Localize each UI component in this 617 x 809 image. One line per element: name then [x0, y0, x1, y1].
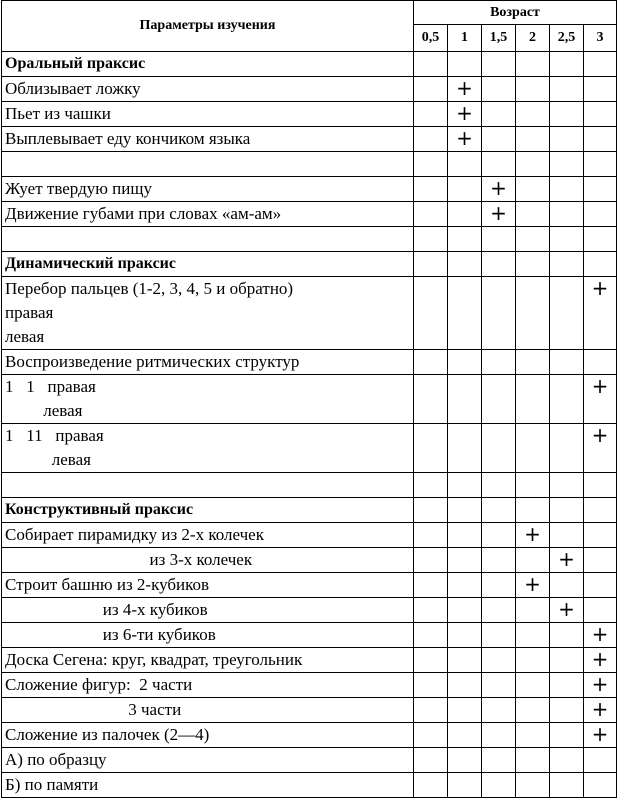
age-mark-cell — [516, 77, 550, 102]
age-mark-cell: + — [584, 424, 617, 473]
age-mark-cell — [516, 598, 550, 623]
age-mark-cell — [584, 573, 617, 598]
parameter-text: Собирает пирамидку из 2-х колечек — [5, 525, 264, 544]
age-mark-cell — [550, 523, 584, 548]
age-mark-cell — [516, 375, 550, 424]
parameter-cell — [2, 773, 414, 798]
age-mark-cell — [482, 748, 516, 773]
table-row — [2, 375, 617, 424]
age-mark-cell — [448, 573, 482, 598]
age-mark-cell — [414, 202, 448, 227]
age-mark-cell — [414, 252, 448, 277]
age-mark-cell — [482, 277, 516, 350]
age-mark-cell: + — [584, 648, 617, 673]
parameter-cell — [2, 424, 414, 473]
age-mark-cell — [448, 773, 482, 798]
age-mark-cell — [414, 227, 448, 252]
age-mark-cell: + — [584, 698, 617, 723]
age-mark-cell — [516, 202, 550, 227]
age-mark-cell — [448, 598, 482, 623]
age-mark-cell — [550, 623, 584, 648]
age-mark-cell — [482, 77, 516, 102]
table-row — [2, 424, 617, 473]
parameter-text: из 6-ти кубиков — [5, 625, 216, 644]
age-mark-cell — [516, 748, 550, 773]
age-mark-cell — [482, 673, 516, 698]
age-mark-cell — [414, 127, 448, 152]
parameter-text: Жует твердую пищу — [5, 179, 152, 198]
age-mark-cell — [584, 152, 617, 177]
age-mark-cell — [550, 723, 584, 748]
age-mark-cell — [584, 127, 617, 152]
age-mark-cell: + — [584, 623, 617, 648]
parameter-cell — [2, 573, 414, 598]
age-mark-cell — [482, 698, 516, 723]
age-mark-cell — [414, 648, 448, 673]
age-mark-cell: + — [448, 102, 482, 127]
section-title: Оральный праксис — [5, 55, 146, 72]
age-mark-cell — [414, 698, 448, 723]
age-header: Возраст — [414, 1, 617, 25]
table-row — [2, 350, 617, 375]
age-mark-cell — [448, 424, 482, 473]
age-mark-cell — [448, 498, 482, 523]
age-mark-cell — [482, 252, 516, 277]
age-mark-cell — [516, 648, 550, 673]
age-mark-cell — [550, 698, 584, 723]
age-mark-cell — [414, 52, 448, 77]
parameter-cell — [2, 723, 414, 748]
age-mark-cell — [414, 523, 448, 548]
age-mark-cell — [516, 227, 550, 252]
age-mark-cell — [448, 648, 482, 673]
age-mark-cell — [516, 102, 550, 127]
age-mark-cell: + — [584, 277, 617, 350]
table-row — [2, 573, 617, 598]
age-mark-cell — [550, 375, 584, 424]
parameter-cell — [2, 277, 414, 350]
age-mark-cell — [550, 473, 584, 498]
age-mark-cell — [516, 623, 550, 648]
age-mark-cell — [414, 152, 448, 177]
age-mark-cell — [584, 350, 617, 375]
parameter-text: из 4-х кубиков — [5, 600, 208, 619]
parameter-text: Перебор пальцев (1-2, 3, 4, 5 и обратно) — [5, 279, 294, 298]
parameter-cell — [2, 202, 414, 227]
age-mark-cell — [414, 375, 448, 424]
age-mark-cell: + — [550, 548, 584, 573]
age-col-0: 0,5 — [414, 25, 448, 52]
age-mark-cell — [448, 375, 482, 424]
parameter-cell — [2, 548, 414, 573]
age-mark-cell — [516, 350, 550, 375]
table-row — [2, 152, 617, 177]
age-mark-cell — [414, 723, 448, 748]
table-body — [2, 52, 617, 798]
age-mark-cell — [550, 773, 584, 798]
age-mark-cell — [448, 473, 482, 498]
age-mark-cell — [482, 723, 516, 748]
age-mark-cell — [550, 202, 584, 227]
table-row — [2, 102, 617, 127]
parameter-cell — [2, 598, 414, 623]
age-mark-cell — [482, 498, 516, 523]
section-row — [2, 498, 617, 523]
age-mark-cell — [550, 177, 584, 202]
age-mark-cell — [584, 202, 617, 227]
age-mark-cell — [584, 252, 617, 277]
age-mark-cell — [414, 623, 448, 648]
age-mark-cell — [414, 773, 448, 798]
praxis-table — [1, 0, 617, 798]
age-mark-cell — [584, 598, 617, 623]
age-mark-cell — [516, 473, 550, 498]
parameter-cell — [2, 623, 414, 648]
section-title: Конструктивный праксис — [5, 501, 194, 518]
age-mark-cell — [482, 350, 516, 375]
table-row — [2, 623, 617, 648]
age-mark-cell — [584, 77, 617, 102]
age-mark-cell — [550, 573, 584, 598]
table-row — [2, 227, 617, 252]
age-mark-cell — [414, 350, 448, 375]
age-mark-cell — [482, 473, 516, 498]
age-mark-cell — [550, 127, 584, 152]
parameter-cell — [2, 498, 414, 523]
age-mark-cell: + — [482, 202, 516, 227]
table-row — [2, 773, 617, 798]
age-mark-cell — [482, 573, 516, 598]
parameter-cell — [2, 102, 414, 127]
parameter-cell — [2, 375, 414, 424]
age-mark-cell: + — [550, 598, 584, 623]
section-title: Динамический праксис — [5, 255, 176, 272]
table-row — [2, 473, 617, 498]
age-mark-cell — [550, 673, 584, 698]
age-mark-cell — [414, 498, 448, 523]
parameter-cell — [2, 648, 414, 673]
parameter-text: Строит башню из 2-кубиков — [5, 575, 210, 594]
age-mark-cell — [414, 473, 448, 498]
parameter-cell — [2, 52, 414, 77]
parameter-text: Сложение из палочек (2—4) — [5, 725, 210, 744]
age-mark-cell — [448, 177, 482, 202]
parameter-text: Доска Сегена: круг, квадрат, треугольник — [5, 650, 303, 669]
table-row — [2, 77, 617, 102]
parameter-cell — [2, 77, 414, 102]
age-mark-cell: + — [584, 723, 617, 748]
age-mark-cell: + — [584, 673, 617, 698]
age-col-5: 3 — [584, 25, 617, 52]
age-mark-cell — [482, 227, 516, 252]
parameter-text: Движение губами при словах «ам-ам» — [5, 204, 282, 223]
age-mark-cell — [414, 573, 448, 598]
age-col-3: 2 — [516, 25, 550, 52]
age-mark-cell — [448, 227, 482, 252]
age-mark-cell — [482, 152, 516, 177]
age-mark-cell — [448, 202, 482, 227]
age-mark-cell — [516, 277, 550, 350]
age-mark-cell — [414, 673, 448, 698]
age-mark-cell — [448, 748, 482, 773]
age-mark-cell — [482, 523, 516, 548]
age-col-2: 1,5 — [482, 25, 516, 52]
age-mark-cell: + — [516, 523, 550, 548]
age-mark-cell — [516, 52, 550, 77]
age-mark-cell — [550, 52, 584, 77]
age-mark-cell: + — [448, 127, 482, 152]
table-row — [2, 177, 617, 202]
age-mark-cell — [584, 548, 617, 573]
age-mark-cell: + — [482, 177, 516, 202]
parameter-text: 3 части — [5, 700, 182, 719]
age-mark-cell — [448, 723, 482, 748]
age-mark-cell — [550, 77, 584, 102]
age-mark-cell — [584, 473, 617, 498]
parameter-text: Выплевывает еду кончиком языка — [5, 129, 251, 148]
age-mark-cell — [550, 648, 584, 673]
age-mark-cell — [584, 52, 617, 77]
age-mark-cell — [448, 350, 482, 375]
age-mark-cell — [584, 102, 617, 127]
age-mark-cell — [516, 773, 550, 798]
parameter-cell — [2, 673, 414, 698]
age-mark-cell — [550, 227, 584, 252]
parameter-text: левая — [5, 327, 45, 346]
parameter-cell — [2, 350, 414, 375]
age-mark-cell — [482, 623, 516, 648]
parameter-text: левая — [5, 450, 91, 469]
age-mark-cell — [482, 375, 516, 424]
age-mark-cell — [516, 177, 550, 202]
age-mark-cell — [482, 648, 516, 673]
age-mark-cell: + — [448, 77, 482, 102]
age-mark-cell — [516, 424, 550, 473]
parameter-text: Облизывает ложку — [5, 79, 141, 98]
age-mark-cell — [584, 177, 617, 202]
age-mark-cell — [482, 548, 516, 573]
section-row — [2, 252, 617, 277]
parameter-cell — [2, 127, 414, 152]
parameter-cell — [2, 698, 414, 723]
parameter-cell — [2, 523, 414, 548]
age-mark-cell: + — [584, 375, 617, 424]
table-row — [2, 523, 617, 548]
age-mark-cell — [414, 424, 448, 473]
age-mark-cell — [482, 773, 516, 798]
parameter-text: из 3-х колечек — [5, 550, 253, 569]
section-row — [2, 52, 617, 77]
parameter-cell — [2, 152, 414, 177]
age-mark-cell — [448, 52, 482, 77]
age-mark-cell — [448, 698, 482, 723]
age-mark-cell — [584, 227, 617, 252]
age-mark-cell — [448, 623, 482, 648]
age-mark-cell — [516, 723, 550, 748]
age-mark-cell — [550, 102, 584, 127]
table-row — [2, 202, 617, 227]
table-row — [2, 548, 617, 573]
age-mark-cell — [414, 102, 448, 127]
age-mark-cell — [414, 177, 448, 202]
parameter-cell — [2, 473, 414, 498]
table-row — [2, 648, 617, 673]
age-mark-cell — [482, 52, 516, 77]
age-mark-cell — [550, 277, 584, 350]
age-mark-cell — [584, 748, 617, 773]
age-mark-cell — [516, 252, 550, 277]
age-mark-cell — [550, 350, 584, 375]
table-row — [2, 673, 617, 698]
parameter-text: А) по образцу — [5, 750, 107, 769]
age-mark-cell — [414, 277, 448, 350]
age-mark-cell — [414, 77, 448, 102]
age-mark-cell — [550, 152, 584, 177]
age-mark-cell — [516, 698, 550, 723]
parameter-text: Б) по памяти — [5, 775, 99, 794]
table-row — [2, 698, 617, 723]
age-mark-cell — [516, 548, 550, 573]
age-mark-cell — [550, 424, 584, 473]
age-mark-cell — [550, 252, 584, 277]
parameter-cell — [2, 748, 414, 773]
age-mark-cell — [448, 252, 482, 277]
table-row — [2, 723, 617, 748]
parameter-cell — [2, 177, 414, 202]
age-mark-cell — [448, 548, 482, 573]
age-mark-cell — [414, 748, 448, 773]
parameter-text: Воспроизведение ритмических структур — [5, 352, 300, 371]
age-mark-cell — [448, 277, 482, 350]
age-mark-cell — [482, 424, 516, 473]
age-mark-cell — [516, 673, 550, 698]
age-mark-cell — [550, 748, 584, 773]
parameter-text: 1 11 правая — [5, 426, 104, 445]
age-col-1: 1 — [448, 25, 482, 52]
age-mark-cell — [448, 673, 482, 698]
table-row — [2, 748, 617, 773]
age-mark-cell — [584, 773, 617, 798]
age-mark-cell — [550, 498, 584, 523]
parameter-cell — [2, 227, 414, 252]
age-mark-cell — [414, 598, 448, 623]
age-mark-cell — [584, 523, 617, 548]
age-mark-cell — [448, 152, 482, 177]
parameter-text: правая — [5, 303, 54, 322]
age-mark-cell — [516, 498, 550, 523]
age-mark-cell — [448, 523, 482, 548]
table-row — [2, 277, 617, 350]
table-row — [2, 127, 617, 152]
age-mark-cell — [584, 498, 617, 523]
parameter-text: Сложение фигур: 2 части — [5, 675, 193, 694]
age-mark-cell — [482, 598, 516, 623]
age-col-4: 2,5 — [550, 25, 584, 52]
age-mark-cell — [516, 152, 550, 177]
age-mark-cell — [482, 127, 516, 152]
parameter-text: левая — [5, 401, 83, 420]
age-mark-cell — [516, 127, 550, 152]
parameters-header: Параметры изучения — [2, 1, 414, 52]
age-mark-cell: + — [516, 573, 550, 598]
age-mark-cell — [414, 548, 448, 573]
parameter-text: 1 1 правая — [5, 377, 96, 396]
parameter-cell — [2, 252, 414, 277]
parameter-text: Пьет из чашки — [5, 104, 111, 123]
age-mark-cell — [482, 102, 516, 127]
table-row — [2, 598, 617, 623]
